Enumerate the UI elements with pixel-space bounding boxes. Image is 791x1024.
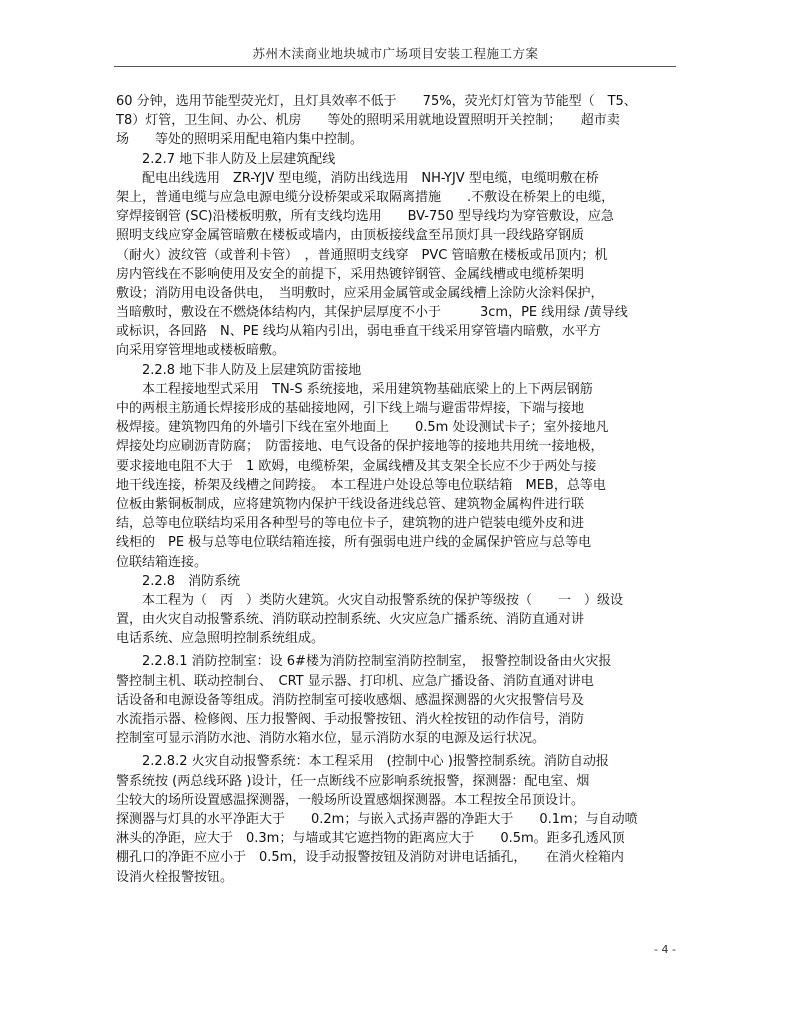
text-line: 设消火栓报警按钮。 bbox=[116, 869, 234, 885]
document-body bbox=[116, 92, 681, 887]
text-line: 地干线连接，桥架及线槽之间跨接。 本工程进户处设总等电位联结箱 MEB，总等电 bbox=[116, 477, 606, 493]
text-line: 焊接处均应刷沥青防腐； 防雷接地、电气设备的保护接地等的接地共用统一接地极， bbox=[116, 439, 604, 455]
text-line: 2.2.8 消防系统 bbox=[116, 573, 241, 589]
header-divider bbox=[114, 66, 676, 67]
text-line: （耐火）波纹管（或普利卡管） ，普通照明支线穿 PVC 管暗敷在楼板或吊顶内；机 bbox=[116, 247, 608, 263]
text-line: 淋头的净距，应大于 0.3m；与墙或其它遮挡物的距离应大于 0.5m。距多孔透风顶 bbox=[116, 831, 625, 847]
text-line: 话设备和电源设备等组成。消防控制室可接收感烟、感温探测器的火灾报警信号及 bbox=[116, 692, 585, 708]
text-line: 或标识，各回路 N、PE 线均从箱内引出，弱电垂直干线采用穿管墙内暗敷，水平方 bbox=[116, 324, 601, 340]
text-line: 本工程为（ 丙 ）类防火建筑。火灾自动报警系统的保护等级按（ 一 ）级设 bbox=[116, 592, 624, 608]
text-line: 要求接地电阻不大于 1 欧姆，电缆桥架，金属线槽及其支架全长应不少于两处与接 bbox=[116, 458, 597, 474]
text-line: 当暗敷时，敷设在不燃烧体结构内，其保护层厚度不小于 3cm，PE 线用绿 /黄导线 bbox=[116, 305, 628, 321]
text-line: 控制室可显示消防水池、消防水箱水位，显示消防水泵的电源及运行状况。 bbox=[116, 731, 546, 747]
paragraph bbox=[116, 572, 681, 649]
text-line: 警系统按 (两总线环路 )设计，任一点断线不应影响系统报警，探测器：配电室、烟 bbox=[116, 773, 590, 789]
text-line: 穿焊接钢管 (SC)沿楼板明敷，所有支线均选用 BV-750 型导线均为穿管敷设，应急 bbox=[116, 209, 614, 225]
text-line: 尘较大的场所设置感温探测器，一般场所设置感烟探测器。本工程按全吊顶设计。 bbox=[116, 792, 585, 808]
text-line: 线柜的 PE 极与总等电位联结箱连接，所有强弱电进户线的金属保护管应与总等电 bbox=[116, 535, 592, 551]
text-line: T8）灯管，卫生间、办公、机房 等处的照明采用就地设置照明开关控制； 超市卖 bbox=[116, 113, 620, 129]
text-line: 配电出线选用 ZR-YJV 型电缆，消防出线选用 NH-YJV 型电缆，电缆明敷在桥 bbox=[116, 170, 599, 186]
text-line: 2.2.8 地下非人防及上层建筑防雷接地 bbox=[116, 362, 362, 378]
page-header-title: 苏州木渎商业地块城市广场项目安装工程施工方案 bbox=[252, 46, 539, 61]
paragraph bbox=[116, 150, 681, 361]
text-line: 2.2.8.2 火灾自动报警系统：本工程采用 (控制中心 )报警控制系统。消防自动报 bbox=[116, 754, 609, 770]
paragraph bbox=[116, 92, 681, 150]
paragraph bbox=[116, 752, 681, 886]
text-line: 2.2.7 地下非人防及上层建筑配线 bbox=[116, 151, 336, 167]
text-line: 60 分钟，选用节能型荧光灯，且灯具效率不低于 75%，荧光灯灯管为节能型（ T5、 bbox=[116, 94, 637, 109]
text-line: 架上，普通电缆与应急电源电缆分设桥架或采取隔离措施 .不敷设在桥架上的电缆， bbox=[116, 189, 615, 205]
text-line: 中的两根主筋通长焊接形成的基础接地网，引下线上端与避雷带焊接，下端与接地 bbox=[116, 401, 585, 416]
text-line: 置，由火灾自动报警系统、消防联动控制系统、火灾应急广播系统、消防直通对讲 bbox=[116, 612, 585, 628]
paragraph bbox=[116, 652, 681, 748]
text-line: 2.2.8.1 消防控制室：设 6#楼为消防控制室消防控制室， 报警控制设备由火灾报 bbox=[116, 654, 612, 670]
text-line: 结，总等电位联结均采用各种型号的等电位卡子，建筑物的进户铠装电缆外皮和进 bbox=[116, 516, 585, 532]
text-line: 照明支线应穿金属管暗敷在楼板或墙内，由顶板接线盒至吊顶灯具一段线路穿钢质 bbox=[116, 228, 585, 244]
text-line: 位板由紫铜板制成，应将建筑物内保护干线设备进线总管、建筑物金属构件进行联 bbox=[116, 496, 585, 512]
text-line: 敷设；消防用电设备供电， 当明敷时，应采用金属管或金属线槽上涂防火涂料保护， bbox=[116, 285, 604, 301]
text-line: 极焊接。建筑物四角的外墙引下线在室外地面上 0.5m 处设测试卡子；室外接地凡 bbox=[116, 420, 609, 436]
page-number: - 4 - bbox=[654, 943, 676, 956]
text-line: 电话系统、应急照明控制系统组成。 bbox=[116, 631, 325, 647]
text-line: 本工程接地型式采用 TN-S 系统接地，采用建筑物基础底梁上的上下两层钢筋 bbox=[116, 381, 593, 397]
text-line: 探测器与灯具的水平净距大于 0.2m；与嵌入式扬声器的净距大于 0.1m；与自动喷 bbox=[116, 811, 638, 827]
text-line: 水流指示器、检修阀、压力报警阀、手动报警按钮、消火栓按钮的动作信号，消防 bbox=[116, 712, 585, 727]
text-line: 棚孔口的净距不应小于 0.5m，设手动报警按钮及消防对讲电话插孔， 在消火栓箱内 bbox=[116, 850, 624, 866]
text-line: 警控制主机、联动控制台、 CRT 显示器、打印机、应急广播设备、消防直通对讲电 bbox=[116, 673, 594, 689]
text-line: 场 等处的照明采用配电箱内集中控制。 bbox=[116, 132, 364, 148]
text-line: 房内管线在不影响使用及安全的前提下，采用热镀锌钢管、金属线槽或电缆桥架明 bbox=[116, 266, 585, 282]
text-line: 向采用穿管埋地或楼板暗敷。 bbox=[116, 343, 286, 359]
paragraph bbox=[116, 361, 681, 572]
text-line: 位联结箱连接。 bbox=[116, 554, 208, 570]
